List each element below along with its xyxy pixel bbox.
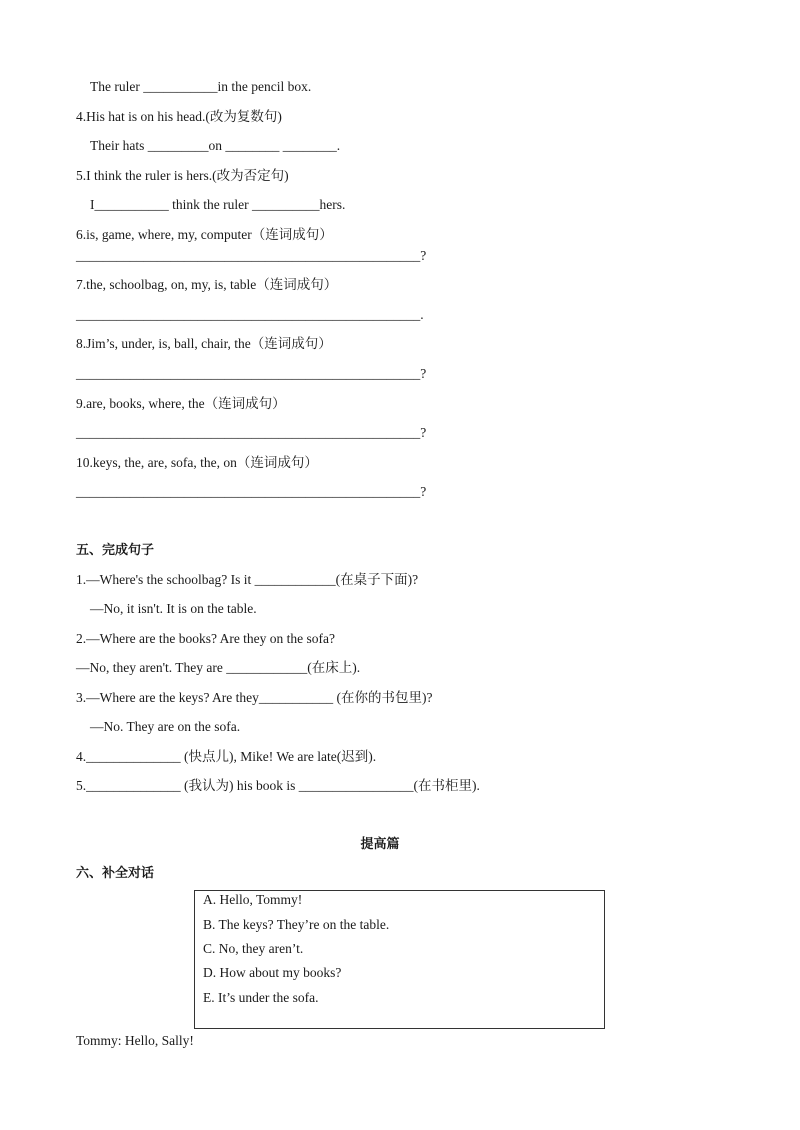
exercise-line: Their hats _________on ________ ________. [90,138,341,153]
exercise-line: 6.is, game, where, my, computer（连词成句） [76,227,333,242]
answer-blank-line: ___________________________________________________? [76,425,427,440]
exercise-line: 7.the, schoolbag, on, my, is, table（连词成句） [76,277,338,292]
section-title: 六、补全对话 [76,866,155,881]
answer-blank-line: ___________________________________________________? [76,484,427,499]
exercise-line: The ruler ___________in the pencil box. [90,79,312,94]
exercise-line: 4.______________ (快点儿), Mike! We are late(迟到). [76,749,377,764]
exercise-line: 5.______________ (我认为) his book is _________________(在书柜里). [76,778,480,793]
exercise-line: 10.keys, the, are, sofa, the, on（连词成句） [76,455,318,470]
option-item: A. Hello, Tommy! [203,892,303,907]
exercise-line: —No, they aren't. They are ____________(在床上). [76,660,361,675]
exercise-line: —No. They are on the sofa. [90,719,241,734]
options-box [194,890,605,1029]
option-item: D. How about my books? [203,965,342,980]
exercise-line: 8.Jim’s, under, is, ball, chair, the（连词成句） [76,336,332,351]
option-item: B. The keys? They’re on the table. [203,917,390,932]
exercise-line: 2.—Where are the books? Are they on the sofa? [76,631,336,646]
section-title: 五、完成句子 [76,543,155,558]
exercise-line: 5.I think the ruler is hers.(改为否定句) [76,168,289,183]
exercise-line: —No, it isn't. It is on the table. [90,601,257,616]
answer-blank-line: ___________________________________________________. [76,307,424,322]
exercise-line: 9.are, books, where, the（连词成句） [76,396,286,411]
exercise-line: 3.—Where are the keys? Are they___________ (在你的书包里)? [76,690,433,705]
dialogue-line: Tommy: Hello, Sally! [76,1033,194,1048]
answer-blank-line: ___________________________________________________? [76,366,427,381]
option-item: E. It’s under the sofa. [203,990,319,1005]
exercise-line: 1.—Where's the schoolbag? Is it ____________(在桌子下面)? [76,572,419,587]
exercise-line: I___________ think the ruler __________hers. [90,197,346,212]
answer-blank-line: ___________________________________________________? [76,248,427,263]
exercise-line: 4.His hat is on his head.(改为复数句) [76,109,282,124]
part-title: 提高篇 [360,837,400,852]
option-item: C. No, they aren’t. [203,941,304,956]
